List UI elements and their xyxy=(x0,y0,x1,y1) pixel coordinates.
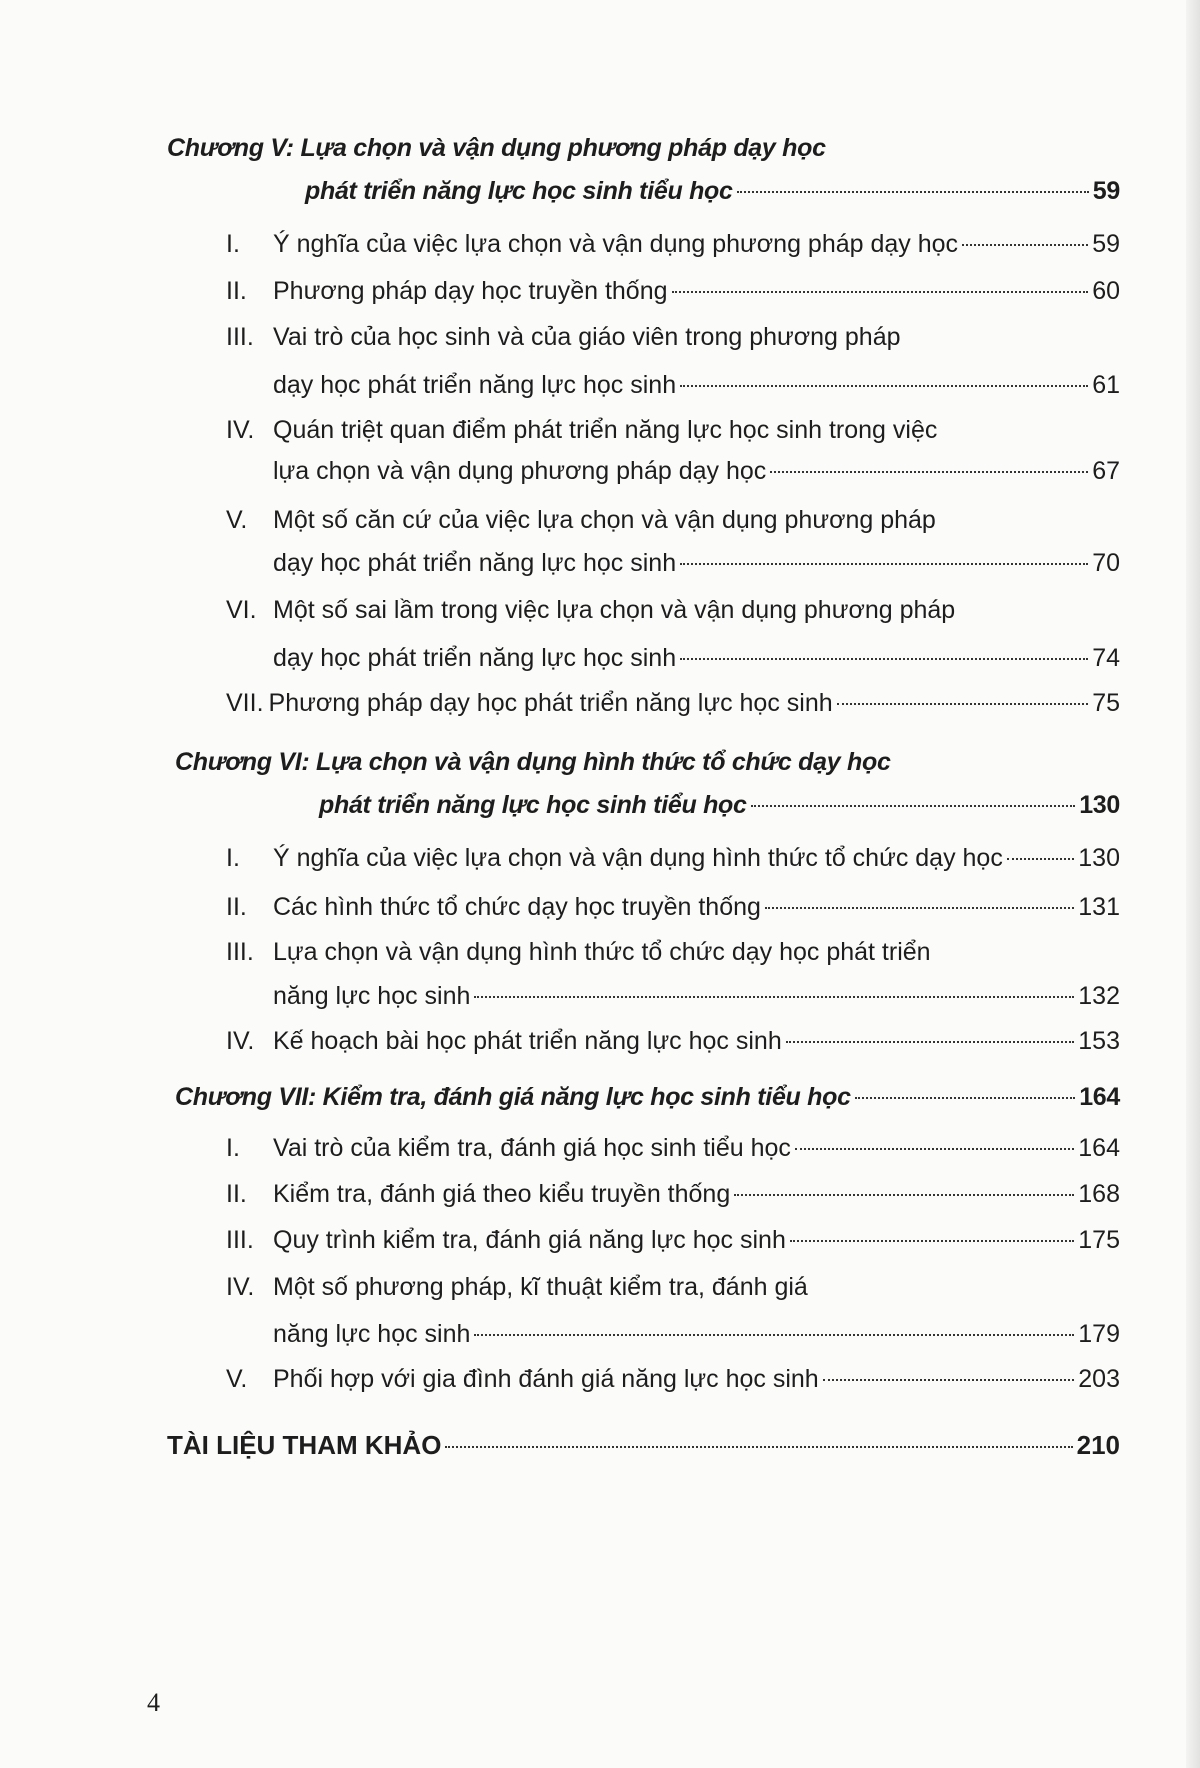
toc-entry[interactable] xyxy=(226,594,955,626)
dot-leader xyxy=(962,244,1088,246)
entry-title: Vai trò của học sinh và của giáo viên trong phương pháp xyxy=(273,323,901,351)
page-ref: 132 xyxy=(1078,982,1120,1010)
chapter-title-entry[interactable] xyxy=(319,789,1120,821)
dot-leader xyxy=(734,1194,1074,1196)
entry-number: V. xyxy=(226,506,248,534)
entry-number: VI. xyxy=(226,596,257,624)
page-ref: 60 xyxy=(1092,277,1120,305)
entry-number: I. xyxy=(226,1134,240,1162)
page-ref: 203 xyxy=(1078,1365,1120,1393)
toc-entry-continued[interactable] xyxy=(273,369,1120,401)
entry-number: III. xyxy=(226,938,254,966)
toc-entry-continued[interactable] xyxy=(273,642,1120,674)
entry-title: năng lực học sinh xyxy=(273,982,471,1010)
toc-entry[interactable] xyxy=(226,1178,1120,1210)
entry-number: III. xyxy=(226,1226,254,1254)
toc-entry[interactable] xyxy=(226,842,1120,874)
toc-entry[interactable] xyxy=(226,687,1120,719)
page-ref: 59 xyxy=(1092,177,1120,205)
page-ref: 210 xyxy=(1076,1430,1120,1460)
dot-leader xyxy=(474,1334,1074,1336)
chapter-title-line: Chương VI: Lựa chọn và vận dụng hình thức tổ chức dạy học xyxy=(175,748,891,776)
entry-title: Một số căn cứ của việc lựa chọn và vận dụng phương pháp xyxy=(273,506,936,534)
entry-title: Phương pháp dạy học phát triển năng lực học sinh xyxy=(268,689,833,717)
dot-leader xyxy=(680,563,1088,565)
entry-number: IV. xyxy=(226,1027,255,1055)
dot-leader xyxy=(837,703,1089,705)
dot-leader xyxy=(445,1446,1072,1448)
entry-number: IV. xyxy=(226,1273,255,1301)
page-ref: 74 xyxy=(1092,644,1120,672)
entry-title: Quy trình kiểm tra, đánh giá năng lực học sinh xyxy=(273,1226,786,1254)
entry-number: I. xyxy=(226,844,240,872)
page-ref: 70 xyxy=(1092,549,1120,577)
toc-entry[interactable] xyxy=(226,1363,1120,1395)
page-ref: 164 xyxy=(1078,1134,1120,1162)
toc-entry[interactable] xyxy=(226,1025,1120,1057)
entry-title: Vai trò của kiểm tra, đánh giá học sinh tiểu học xyxy=(273,1134,791,1162)
entry-number: II. xyxy=(226,1180,247,1208)
entry-number: III. xyxy=(226,323,254,351)
toc-entry[interactable] xyxy=(226,228,1120,260)
entry-title: Phối hợp với gia đình đánh giá năng lực học sinh xyxy=(273,1365,819,1393)
entry-title: lựa chọn và vận dụng phương pháp dạy học xyxy=(273,457,767,485)
dot-leader xyxy=(672,291,1089,293)
page-ref: 164 xyxy=(1079,1083,1120,1111)
entry-number: VII. xyxy=(226,689,264,717)
references-title: TÀI LIỆU THAM KHẢO xyxy=(167,1430,442,1460)
page-ref: 130 xyxy=(1078,844,1120,872)
page-edge xyxy=(1186,0,1200,1768)
page-ref: 153 xyxy=(1078,1027,1120,1055)
page-ref: 175 xyxy=(1078,1226,1120,1254)
dot-leader xyxy=(786,1041,1075,1043)
dot-leader xyxy=(790,1240,1074,1242)
chapter-title xyxy=(167,132,826,164)
chapter-title-line: phát triển năng lực học sinh tiểu học xyxy=(319,791,747,819)
page-ref: 67 xyxy=(1092,457,1120,485)
toc-entry-continued[interactable] xyxy=(273,455,1120,487)
dot-leader xyxy=(751,805,1076,807)
dot-leader xyxy=(680,658,1088,660)
dot-leader xyxy=(855,1097,1075,1099)
entry-title: Lựa chọn và vận dụng hình thức tổ chức dạy học phát triển xyxy=(273,938,931,966)
entry-title: Ý nghĩa của việc lựa chọn và vận dụng hình thức tổ chức dạy học xyxy=(273,844,1003,872)
toc-entry[interactable] xyxy=(226,1132,1120,1164)
page-ref: 179 xyxy=(1078,1320,1120,1348)
entry-title: Kế hoạch bài học phát triển năng lực học sinh xyxy=(273,1027,782,1055)
toc-entry[interactable] xyxy=(226,936,931,968)
toc-entry[interactable] xyxy=(226,504,936,536)
toc-entry[interactable] xyxy=(226,275,1120,307)
entry-title: Một số sai lầm trong việc lựa chọn và vận dụng phương pháp xyxy=(273,596,956,624)
dot-leader xyxy=(795,1148,1074,1150)
chapter-title-entry[interactable] xyxy=(175,1081,1120,1113)
page-ref: 75 xyxy=(1092,689,1120,717)
toc-entry[interactable] xyxy=(226,414,937,446)
chapter-title xyxy=(175,746,891,778)
toc-entry[interactable] xyxy=(226,1271,808,1303)
entry-title: Quán triệt quan điểm phát triển năng lực học sinh trong việc xyxy=(273,416,938,444)
entry-number: V. xyxy=(226,1365,248,1393)
entry-number: I. xyxy=(226,230,240,258)
page-ref: 131 xyxy=(1078,893,1120,921)
chapter-title-line: Chương V: Lựa chọn và vận dụng phương pháp dạy học xyxy=(167,134,826,162)
references-entry[interactable] xyxy=(167,1429,1120,1461)
dot-leader xyxy=(770,471,1088,473)
entry-title: dạy học phát triển năng lực học sinh xyxy=(273,371,677,399)
chapter-title-entry[interactable] xyxy=(305,175,1120,207)
toc-entry[interactable] xyxy=(226,321,901,353)
dot-leader xyxy=(1007,858,1074,860)
entry-title: năng lực học sinh xyxy=(273,1320,471,1348)
entry-number: IV. xyxy=(226,416,255,444)
toc-entry-continued[interactable] xyxy=(273,547,1120,579)
page-ref: 168 xyxy=(1078,1180,1120,1208)
entry-number: II. xyxy=(226,893,247,921)
dot-leader xyxy=(765,907,1074,909)
toc-entry-continued[interactable] xyxy=(273,1318,1120,1350)
dot-leader xyxy=(737,191,1089,193)
entry-title: Một số phương pháp, kĩ thuật kiểm tra, đánh giá xyxy=(273,1273,808,1301)
page-number: 4 xyxy=(147,1688,160,1717)
entry-title: dạy học phát triển năng lực học sinh xyxy=(273,549,677,577)
page-ref: 59 xyxy=(1092,230,1120,258)
page-ref: 61 xyxy=(1092,371,1120,399)
entry-title: Kiểm tra, đánh giá theo kiểu truyền thống xyxy=(273,1180,731,1208)
entry-title: Ý nghĩa của việc lựa chọn và vận dụng phương pháp dạy học xyxy=(273,230,959,258)
toc-entry[interactable] xyxy=(226,891,1120,923)
entry-title: dạy học phát triển năng lực học sinh xyxy=(273,644,677,672)
chapter-title-line: phát triển năng lực học sinh tiểu học xyxy=(305,177,733,205)
entry-title: Phương pháp dạy học truyền thống xyxy=(273,277,668,305)
entry-number: II. xyxy=(226,277,247,305)
page-ref: 130 xyxy=(1079,791,1120,819)
toc-entry-continued[interactable] xyxy=(273,980,1120,1012)
chapter-title-line: Chương VII: Kiểm tra, đánh giá năng lực học sinh tiểu học xyxy=(175,1083,851,1111)
entry-title: Các hình thức tổ chức dạy học truyền thống xyxy=(273,893,761,921)
dot-leader xyxy=(823,1379,1075,1381)
dot-leader xyxy=(680,385,1088,387)
dot-leader xyxy=(474,996,1074,998)
toc-entry[interactable] xyxy=(226,1224,1120,1256)
